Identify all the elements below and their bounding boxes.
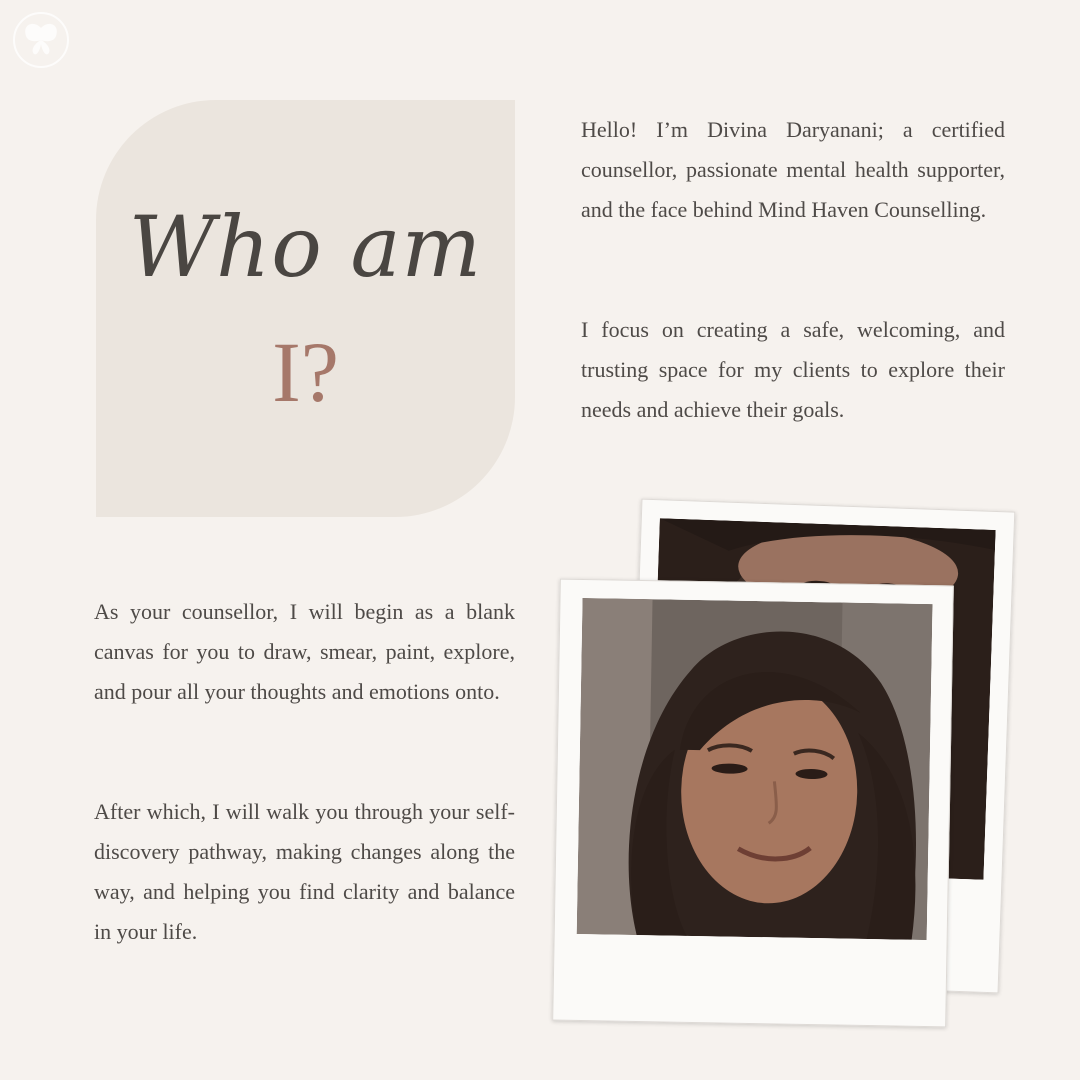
intro-paragraph: Hello! I’m Divina Daryanani; a certified counsellor, passionate mental health supporter, and the face behind Mind Haven Counselling.	[581, 117, 1005, 222]
portrait-photo	[577, 598, 933, 940]
canvas-paragraph: As your counsellor, I will begin as a blank canvas for you to draw, smear, paint, explore, and pour all your thoughts and emotions onto.	[94, 599, 515, 704]
focus-paragraph: I focus on creating a safe, welcoming, and trusting space for my clients to explore their needs and achieve their goals.	[581, 317, 1005, 422]
butterfly-logo-icon	[6, 10, 76, 70]
title-who-am: Who am	[128, 198, 483, 296]
pathway-paragraph: After which, I will walk you through your self-discovery pathway, making changes along the way, and helping you find clarity and balance in your life.	[94, 799, 515, 944]
polaroid-front	[552, 579, 954, 1028]
title-i: I?	[272, 324, 339, 420]
title-card	[96, 100, 515, 517]
